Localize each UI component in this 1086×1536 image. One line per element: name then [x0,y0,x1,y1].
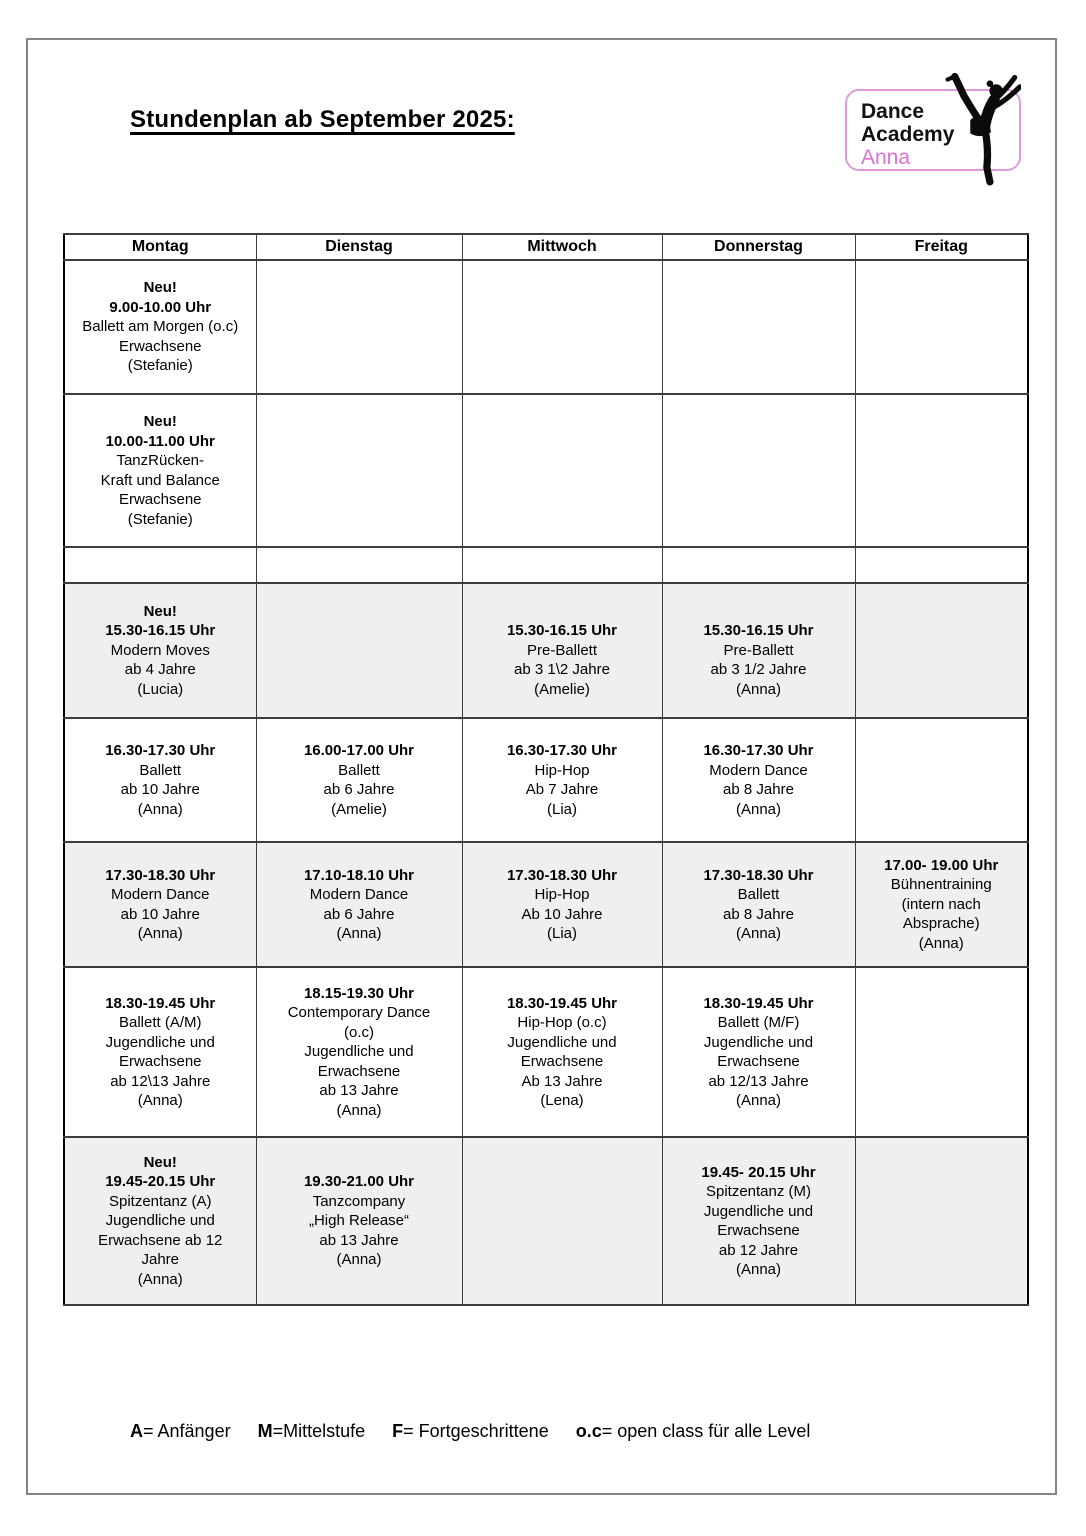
schedule-line: Hip-Hop [534,886,590,903]
schedule-line: ab 12/13 Jahre [708,1072,809,1090]
schedule-line: (Anna) [336,925,382,942]
schedule-cell-dienstag-r4 [256,583,462,718]
schedule-line: Ballett am Morgen (o.c) [82,318,239,336]
schedule-line: 17.30-18.30 Uhr [105,866,216,884]
schedule-line: 19.30-21.00 Uhr [303,1173,415,1191]
schedule-cell-dienstag-r1 [256,260,462,394]
schedule-line: Neu! [143,279,177,297]
schedule-line: Jugendliche und [507,1033,617,1051]
schedule-line: Erwachsene [717,1222,800,1239]
schedule-line [469,602,656,622]
schedule-line: 19.45- 20.15 Uhr [701,1163,816,1181]
schedule-cell-freitag-r2 [855,394,1028,547]
schedule-cell-montag-r8 [64,1137,256,1305]
schedule-line: (Amelie) [331,800,387,818]
legend-item-A [130,1421,231,1441]
schedule-line: ab 10 Jahre [120,905,200,923]
schedule-cell-mittwoch-r4 [462,583,662,718]
schedule-line: Neu! [143,602,177,620]
schedule-line: Ballett [139,761,182,779]
schedule-cell-freitag-r5 [855,718,1028,842]
schedule-line: Neu! [143,1153,177,1171]
schedule-cell-donnerstag-r4 [662,583,855,718]
schedule-row-5 [64,718,1028,842]
schedule-line: Erwachsene [118,1053,202,1070]
schedule-line: Erwachsene [118,337,202,355]
schedule-line: Ballett (A/M) [118,1014,202,1031]
schedule-line: Ballett [737,886,780,903]
schedule-line: 16.00-17.00 Uhr [303,742,415,759]
schedule-line: (Anna) [735,800,782,818]
schedule-cell-dienstag-r2 [256,394,462,547]
schedule-line: 19.45-20.15 Uhr [105,1173,216,1191]
schedule-line: 17.30-18.30 Uhr [506,866,618,884]
schedule-line: Erwachsene [717,1053,800,1070]
legend-text: =Mittelstufe [272,1421,366,1441]
legend-text: = Anfänger [143,1421,231,1441]
schedule-line: (Anna) [918,934,964,952]
schedule-line: 18.30-19.45 Uhr [703,994,814,1012]
page-title: Stundenplan ab September 2025: [130,106,515,133]
schedule-cell-mittwoch-r7 [462,967,662,1137]
schedule-line: ab 12\13 Jahre [110,1072,211,1090]
schedule-line: Ab 13 Jahre [521,1072,603,1090]
logo-text-dance: Dance [861,100,925,123]
schedule-line: (Anna) [336,1251,382,1269]
schedule-line: ab 12 Jahre [718,1241,799,1259]
schedule-line: 16.30-17.30 Uhr [703,742,814,759]
schedule-line: 17.10-18.10 Uhr [303,866,415,884]
schedule-line: Modern Moves [110,641,210,659]
schedule-line: ab 3 1/2 Jahre [710,661,807,679]
schedule-line: ab 8 Jahre [723,781,794,798]
schedule-line: (Anna) [735,1261,782,1278]
schedule-line: Contemporary Dance [287,1004,431,1022]
schedule-cell-donnerstag-r7 [662,967,855,1137]
schedule-cell-dienstag-r5 [256,718,462,842]
schedule-line: (Anna) [137,800,183,818]
schedule-line: 10.00-11.00 Uhr [105,432,215,450]
schedule-line: (Anna) [137,1270,183,1288]
schedule-row-7 [64,967,1028,1137]
schedule-line: Jugendliche und [703,1033,814,1051]
legend-text: = open class für alle Level [601,1421,811,1441]
schedule-line: „High Release“ [308,1212,410,1230]
schedule-cell-freitag-r6 [855,842,1028,967]
schedule-line: Erwachsene ab 12 [98,1231,223,1249]
ballet-dancer-icon [933,62,1021,186]
schedule-row-4 [64,583,1028,718]
logo-text-academy: Academy [861,123,955,146]
schedule-line: ab 6 Jahre [323,905,395,923]
schedule-line: 17.00- 19.00 Uhr [884,856,999,874]
schedule-line: ab 3 1\2 Jahre [514,661,610,679]
schedule-line: 16.30-17.30 Uhr [506,742,618,759]
schedule-line: Erwachsene [317,1062,401,1080]
column-header-montag: Montag [64,234,256,260]
schedule-line: (o.c) [344,1023,374,1041]
schedule-line: Absprache) [902,915,980,933]
schedule-line: 15.30-16.15 Uhr [506,622,618,640]
schedule-cell-mittwoch-r2 [462,394,662,547]
schedule-line: Tanzcompany [312,1192,406,1210]
schedule-cell-montag-r2 [64,394,256,547]
legend-key: F [392,1421,404,1441]
schedule-cell-dienstag-r7 [256,967,462,1137]
schedule-line: ab 6 Jahre [323,781,395,798]
schedule-line: ab 13 Jahre [319,1082,399,1100]
schedule-cell-montag-r6 [64,842,256,967]
schedule-row-3 [64,547,1028,583]
page-frame [26,38,1057,1495]
schedule-row-2 [64,394,1028,547]
schedule-line: Ballett [338,761,380,779]
schedule-line: Bühnentraining [890,876,992,894]
schedule-cell-montag-r7 [64,967,256,1137]
schedule-line: (Lucia) [137,680,184,698]
schedule-line: Jugendliche und [304,1043,414,1061]
schedule-line [669,602,849,622]
schedule-line: Ab 10 Jahre [521,905,603,923]
legend-item-F [392,1421,549,1441]
schedule-line: (Stefanie) [127,357,193,375]
schedule-line: Erwachsene [118,491,202,508]
schedule-cell-freitag-r3 [855,547,1028,583]
schedule-line: Modern Dance [111,886,210,903]
schedule-line: (Anna) [735,1092,782,1109]
schedule-line: 9.00-10.00 Uhr [109,298,212,316]
schedule-line: 18.15-19.30 Uhr [303,984,415,1002]
legend-key: A [130,1421,143,1441]
schedule-cell-montag-r4 [64,583,256,718]
schedule-line: Ab 7 Jahre [525,781,599,798]
schedule-line: Jugendliche und [105,1212,215,1230]
schedule-line: (Stefanie) [127,510,193,528]
schedule-line: Spitzentanz (A) [108,1192,212,1210]
schedule-line: ab 13 Jahre [319,1231,399,1249]
schedule-line: Hip-Hop (o.c) [517,1014,607,1031]
legend-item-oc [576,1421,811,1441]
column-header-freitag: Freitag [855,234,1028,260]
schedule-cell-donnerstag-r8 [662,1137,855,1305]
schedule-line: ab 10 Jahre [120,781,200,798]
column-header-donnerstag: Donnerstag [662,234,855,260]
schedule-cell-montag-r1 [64,260,256,394]
schedule-row-1 [64,260,1028,394]
schedule-line: 17.30-18.30 Uhr [703,866,814,884]
schedule-line: Jugendliche und [703,1202,814,1220]
schedule-line: (Anna) [137,925,183,942]
schedule-line: ab 4 Jahre [124,661,196,679]
schedule-line: TanzRücken- [116,452,205,469]
schedule-cell-donnerstag-r5 [662,718,855,842]
legend-text: = Fortgeschrittene [403,1421,549,1441]
schedule-line: (Anna) [137,1092,183,1109]
schedule-line: 15.30-16.15 Uhr [105,622,216,640]
schedule-line: (Amelie) [534,680,590,698]
schedule-cell-freitag-r4 [855,583,1028,718]
legend-key: o.c [575,1421,602,1441]
schedule-line: 16.30-17.30 Uhr [105,742,216,759]
column-header-dienstag: Dienstag [256,234,462,260]
legend [130,1421,837,1442]
table-header-row [64,234,1028,260]
schedule-line: (Lia) [546,800,577,818]
schedule-line: (Lena) [540,1092,584,1109]
schedule-cell-freitag-r8 [855,1137,1028,1305]
schedule-cell-mittwoch-r6 [462,842,662,967]
schedule-cell-mittwoch-r3 [462,547,662,583]
schedule-line: 15.30-16.15 Uhr [703,622,814,640]
schedule-line: (intern nach [901,895,981,913]
schedule-line: Hip-Hop [534,761,590,779]
schedule-cell-donnerstag-r3 [662,547,855,583]
schedule-line: (Anna) [735,925,782,942]
schedule-line: Ballett (M/F) [717,1014,800,1031]
schedule-line: Pre-Ballett [723,641,794,659]
schedule-line: Jugendliche und [105,1033,215,1051]
schedule-table [63,233,1029,1306]
schedule-cell-mittwoch-r1 [462,260,662,394]
schedule-line: Modern Dance [709,761,808,779]
schedule-row-8 [64,1137,1028,1305]
legend-item-M [258,1421,366,1441]
schedule-line: Spitzentanz (M) [705,1183,812,1200]
schedule-cell-freitag-r1 [855,260,1028,394]
schedule-cell-donnerstag-r1 [662,260,855,394]
schedule-cell-dienstag-r3 [256,547,462,583]
schedule-line: (Anna) [336,1101,382,1119]
schedule-cell-donnerstag-r2 [662,394,855,547]
schedule-line: (Lia) [546,925,577,942]
column-header-mittwoch: Mittwoch [462,234,662,260]
schedule-line: 18.30-19.45 Uhr [506,994,618,1012]
schedule-cell-freitag-r7 [855,967,1028,1137]
logo-text-anna: Anna [861,146,911,169]
schedule-cell-mittwoch-r8 [462,1137,662,1305]
schedule-line: Jahre [141,1251,180,1269]
schedule-line: Neu! [143,413,177,430]
schedule-row-6 [64,842,1028,967]
schedule-cell-dienstag-r6 [256,842,462,967]
schedule-cell-dienstag-r8 [256,1137,462,1305]
schedule-cell-donnerstag-r6 [662,842,855,967]
schedule-line: (Anna) [735,680,782,698]
schedule-line: Pre-Ballett [526,641,598,659]
schedule-line: ab 8 Jahre [723,905,794,923]
schedule-cell-montag-r5 [64,718,256,842]
schedule-line: 18.30-19.45 Uhr [105,994,216,1012]
schedule-line: Erwachsene [520,1053,604,1070]
legend-key: M [257,1421,273,1441]
schedule-line: Modern Dance [309,886,409,903]
schedule-cell-mittwoch-r5 [462,718,662,842]
schedule-line: Kraft und Balance [100,471,220,489]
schedule-cell-montag-r3 [64,547,256,583]
